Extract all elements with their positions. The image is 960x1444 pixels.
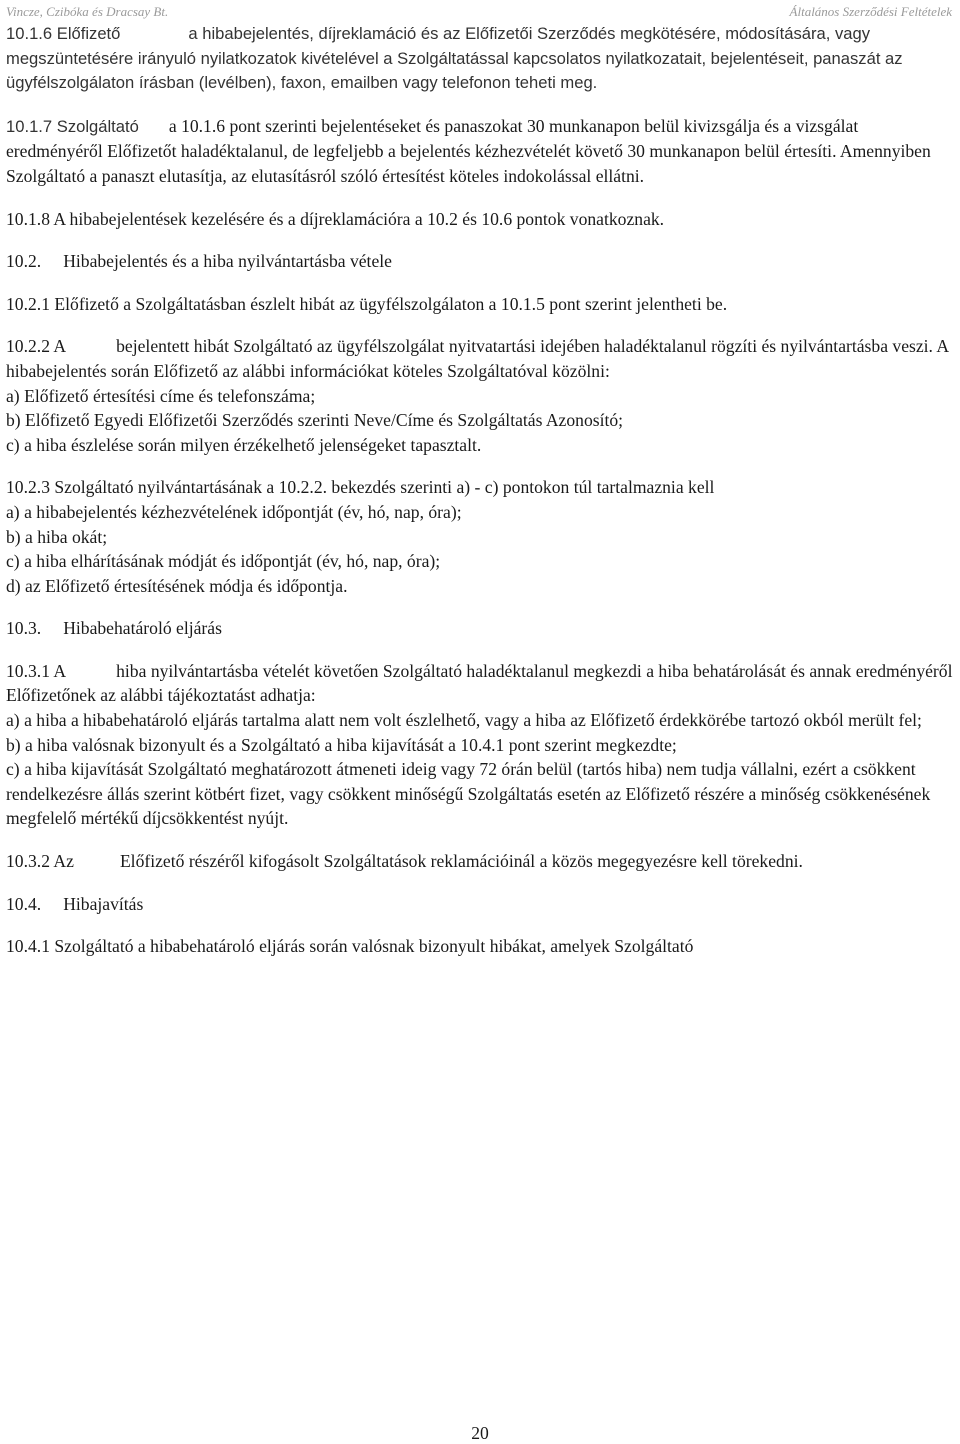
paragraph-text: 10.2.3 Szolgáltató nyilvántartásának a 10.2.2. bekezdés szerinti a) - c) pontokon túl tartalmaznia kell bbox=[6, 477, 715, 498]
list-item: b) a hiba valósnak bizonyult és a Szolgáltató a hiba kijavítását a 10.4.1 pont szerint megkezdte; bbox=[6, 734, 677, 755]
paragraph-10-2-2 bbox=[6, 334, 956, 457]
paragraph-text: bejelentett hibát Szolgáltató az ügyfélszolgálat nyitvatartási idejében haladéktalanul rögzíti és nyilvántartásba veszi. A hibabejelentés során Előfizető az alábbi információkat köteles Szolgáltatóval közölni: bbox=[6, 336, 949, 381]
paragraph-10-1-7 bbox=[6, 114, 956, 189]
paragraph-10-3-1 bbox=[6, 659, 956, 831]
header-company: Vincze, Czibóka és Dracsay Bt. bbox=[6, 4, 169, 19]
paragraph-text: a hibabejelentés, díjreklamáció és az Előfizetői Szerződés megkötésére, módosítására, vagy megszüntetésére irányuló nyilatkozatok kivételével a Szolgáltatással kapcsolatos nyilatkozatait, bejelentéseit, panaszát az ügyfélszolgálaton írásban (levélben), faxon, emailben vagy telefonon teheti meg. bbox=[6, 24, 903, 93]
section-title: Hibajavítás bbox=[63, 893, 144, 914]
heading-10-2 bbox=[6, 249, 956, 274]
section-number: 10.3. bbox=[6, 618, 42, 639]
page-number: 20 bbox=[471, 1423, 489, 1443]
list-item: a) Előfizető értesítési címe és telefonszáma; bbox=[6, 385, 316, 406]
section-number: 10.1.7 Szolgáltató bbox=[6, 116, 139, 136]
document-body bbox=[6, 22, 956, 977]
section-title: Hibabejelentés és a hiba nyilvántartásba vétele bbox=[63, 251, 392, 272]
section-number: 10.3.2 Az bbox=[6, 851, 74, 872]
paragraph-text: a 10.1.6 pont szerinti bejelentéseket és panaszokat 30 munkanapon belül kivizsgálja és a vizsgálat eredményéről Előfizetőt haladéktalanul, de legfeljebb a bejelentés kézhezvételét követő 30 munkanapon belül értesíti. Amennyiben Szolgáltató a panaszt elutasítja, az elutasításról szóló értesítést köteles indokolással ellátni. bbox=[6, 115, 931, 186]
section-number: 10.1.6 Előfizető bbox=[6, 24, 121, 43]
section-number: 10.2. bbox=[6, 251, 42, 272]
list-item: d) az Előfizető értesítésének módja és időpontja. bbox=[6, 575, 348, 596]
heading-10-4 bbox=[6, 892, 956, 917]
section-title: Hibabehatároló eljárás bbox=[63, 618, 222, 639]
paragraph-text: Előfizető részéről kifogásolt Szolgáltatások reklamációinál a közös megegyezésre kell törekedni. bbox=[119, 851, 803, 872]
list-item: b) Előfizető Egyedi Előfizetői Szerződés szerinti Neve/Címe és Szolgáltatás Azonosító; bbox=[6, 410, 624, 431]
paragraph-10-3-2 bbox=[6, 849, 956, 874]
paragraph-10-1-6 bbox=[6, 22, 956, 96]
section-number: 10.2.2 A bbox=[6, 336, 67, 357]
list-item: a) a hibabejelentés kézhezvételének időpontját (év, hó, nap, óra); bbox=[6, 501, 462, 522]
paragraph-10-2-3 bbox=[6, 475, 956, 598]
header-doc-title: Általános Szerződési Feltételek bbox=[789, 4, 952, 19]
list-item: c) a hiba kijavítását Szolgáltató meghatározott átmeneti ideig vagy 72 órán belül (tartós hiba) nem tudja vállalni, ezért a csökkent rendelkezésre állás szerint kötbért fizet, vagy csökkent minőségű Szolgáltatás esetén az Előfizető részére a minőség csökkenésének megfelelő mértékű díjcsökkentést nyújt. bbox=[6, 759, 931, 829]
paragraph-10-4-1: 10.4.1 Szolgáltató a hibabehatároló eljárás során valósnak bizonyult hibákat, amelyek Szolgáltató bbox=[6, 936, 694, 957]
list-item: c) a hiba elhárításának módját és időpontját (év, hó, nap, óra); bbox=[6, 551, 441, 572]
paragraph-10-2-1: 10.2.1 Előfizető a Szolgáltatásban észlelt hibát az ügyfélszolgálaton a 10.1.5 pont szerint jelentheti be. bbox=[6, 293, 728, 314]
heading-10-3 bbox=[6, 616, 956, 641]
paragraph-text: hiba nyilvántartásba vételét követően Szolgáltató haladéktalanul megkezdi a hiba behatárolását és annak eredményéről Előfizetőnek az alábbi tájékoztatást adhatja: bbox=[6, 660, 953, 706]
section-number: 10.3.1 A bbox=[6, 660, 67, 681]
list-item: a) a hiba a hibabehatároló eljárás tartalma alatt nem volt észlelhető, vagy a hiba az Előfizető érdekkörébe tartozó okból merült fel; bbox=[6, 710, 922, 731]
section-number: 10.4. bbox=[6, 893, 42, 914]
paragraph-10-1-8: 10.1.8 A hibabejelentések kezelésére és a díjreklamációra a 10.2 és 10.6 pontok vonatkoznak. bbox=[6, 208, 665, 229]
list-item: c) a hiba észlelése során milyen érzékelhető jelenségeket tapasztalt. bbox=[6, 434, 482, 455]
list-item: b) a hiba okát; bbox=[6, 526, 108, 547]
